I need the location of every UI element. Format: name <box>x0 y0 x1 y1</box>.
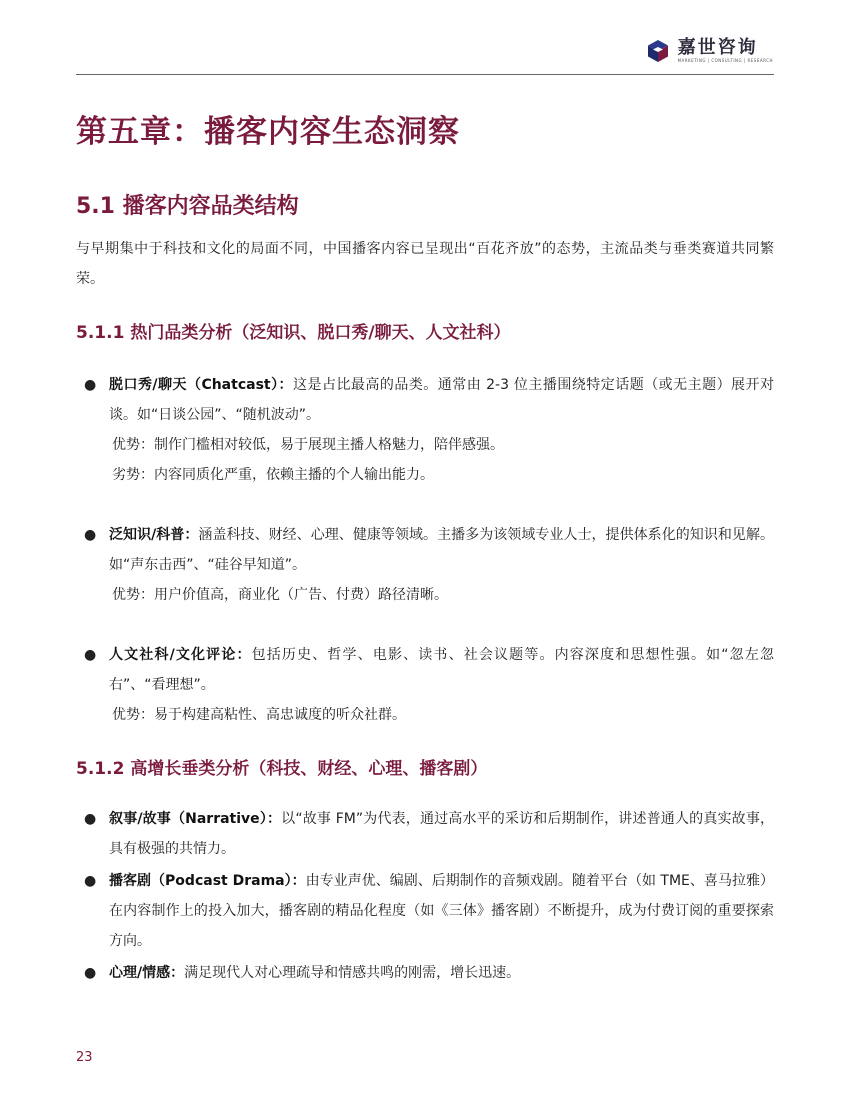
page-number: 23 <box>76 1050 93 1065</box>
list-item <box>76 958 774 988</box>
bullet-icon: ● <box>84 811 97 827</box>
item-note: 优势：易于构建高粘性、高忠诚度的听众社群。 <box>112 707 406 723</box>
list-item <box>76 804 774 864</box>
brand-tagline: MARKETING | CONSULTING | RESEARCH <box>677 58 773 63</box>
page-content <box>76 108 774 988</box>
list-item <box>76 520 774 610</box>
list-item <box>76 640 774 730</box>
item-text: 包括历史、哲学、电影、读书、社会议题等。内容深度和思想性强。如“忽左忽右”、“看理想”。 <box>109 647 774 693</box>
section-title: 5.1 播客内容品类结构 <box>76 194 299 219</box>
item-text: 由专业声优、编剧、后期制作的音频戏剧。随着平台（如 TME、喜马拉雅）在内容制作上的投入加大，播客剧的精品化程度（如《三体》播客剧）不断提升，成为付费订阅的重要探索方向。 <box>109 873 774 949</box>
item-label: 叙事/故事（Narrative）： <box>109 811 282 827</box>
cube-logo-icon <box>646 39 670 63</box>
item-text: 满足现代人对心理疏导和情感共鸣的刚需，增长迅速。 <box>184 965 521 981</box>
item-note: 劣势：内容同质化严重，依赖主播的个人输出能力。 <box>112 467 434 483</box>
bullet-icon: ● <box>84 377 97 393</box>
item-note: 优势：用户价值高，商业化（广告、付费）路径清晰。 <box>112 587 448 603</box>
chapter-title: 第五章：播客内容生态洞察 <box>76 114 460 150</box>
item-text: 以“故事 FM”为代表，通过高水平的采访和后期制作，讲述普通人的真实故事，具有极强的共情力。 <box>109 811 774 857</box>
subsection-title-growth-verticals: 5.1.2 高增长垂类分析（科技、财经、心理、播客剧） <box>76 759 488 779</box>
item-label: 泛知识/科普： <box>109 527 199 543</box>
bullet-icon: ● <box>84 965 97 981</box>
section-intro: 与早期集中于科技和文化的局面不同，中国播客内容已呈现出“百花齐放”的态势，主流品类与垂类赛道共同繁荣。 <box>76 241 774 287</box>
list-item <box>76 370 774 490</box>
item-label: 心理/情感： <box>109 965 185 981</box>
hot-categories-list <box>76 370 774 730</box>
bullet-icon: ● <box>84 527 97 543</box>
subsection-title-hot-categories: 5.1.1 热门品类分析（泛知识、脱口秀/聊天、人文社科） <box>76 323 511 343</box>
item-label: 人文社科/文化评论： <box>109 647 252 663</box>
bullet-icon: ● <box>84 873 97 889</box>
bullet-icon: ● <box>84 647 97 663</box>
header-divider <box>76 74 774 75</box>
growth-verticals-list <box>76 804 774 988</box>
item-text: 涵盖科技、财经、心理、健康等领域。主播多为该领域专业人士，提供体系化的知识和见解。如“声东击西”、“硅谷早知道”。 <box>109 527 774 573</box>
item-label: 播客剧（Podcast Drama）： <box>109 873 306 889</box>
item-label: 脱口秀/聊天（Chatcast）： <box>109 377 294 393</box>
item-note: 优势：制作门槛相对较低，易于展现主播人格魅力，陪伴感强。 <box>112 437 504 453</box>
list-item <box>76 866 774 956</box>
brand-name: 嘉世咨询 <box>677 37 758 58</box>
item-text: 这是占比最高的品类。通常由 2-3 位主播围绕特定话题（或无主题）展开对谈。如“日谈公园”、“随机波动”。 <box>109 377 775 423</box>
brand-logo <box>646 38 773 64</box>
